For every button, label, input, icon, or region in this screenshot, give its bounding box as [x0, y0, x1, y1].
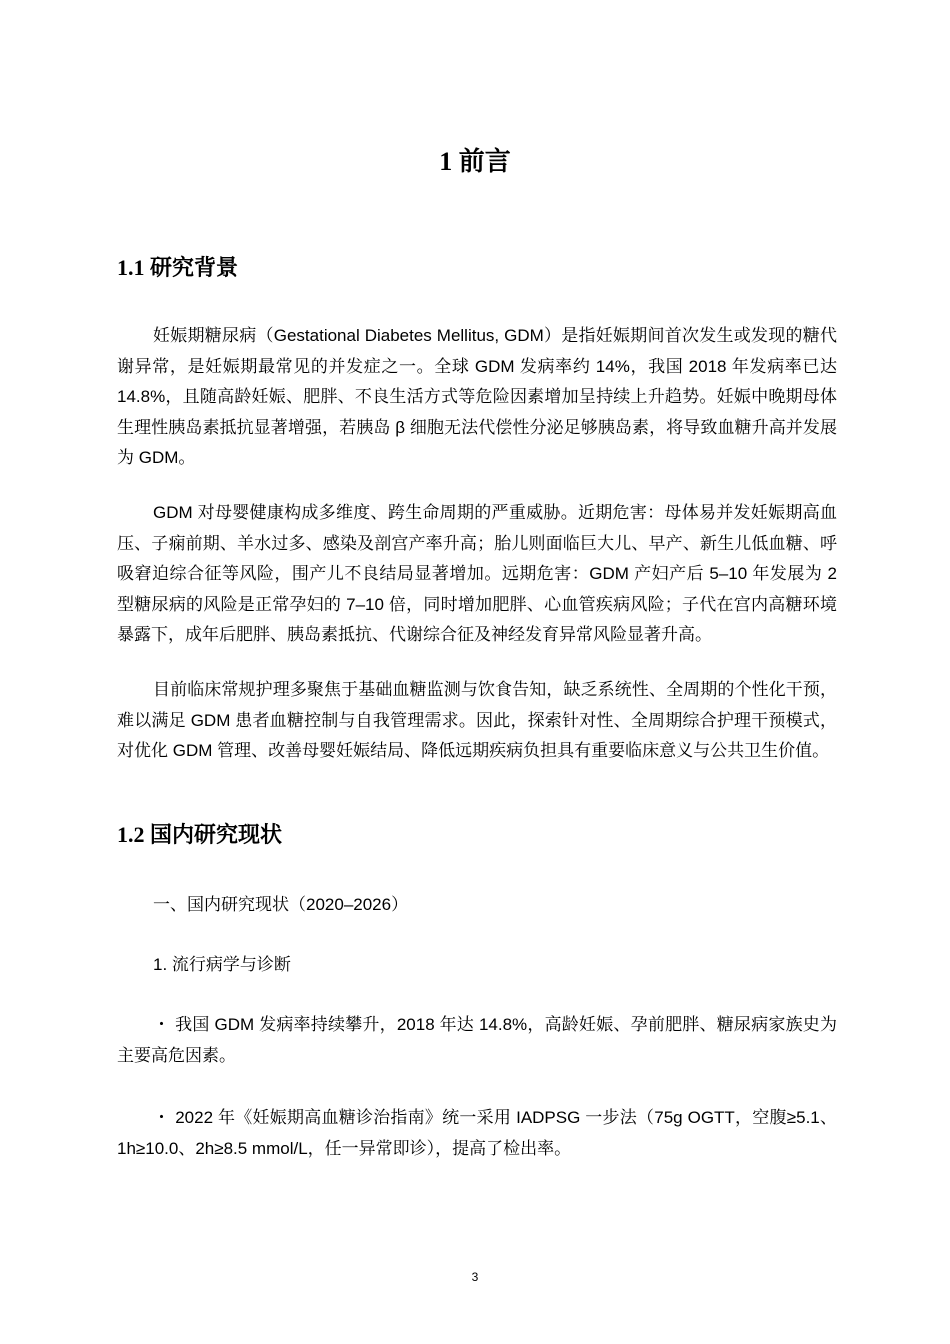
- paragraph-background-1: 妊娠期糖尿病（Gestational Diabetes Mellitus, GDM）是指妊娠期间首次发生或发现的糖代谢异常，是妊娠期最常见的并发症之一。全球 GDM 发病率约 14%，我国 2018 年发病率已达 14.8%，且随高龄妊娠、肥胖、不良生活方式等危险因素增加呈持续上升趋势。妊娠中晚期母体生理性胰岛素抵抗显著增强，若胰岛 β 细胞无法代偿性分泌足够胰岛素，将导致血糖升高并发展为 GDM。: [117, 326, 837, 467]
- section-heading-1-1: 1.1 研究背景: [117, 255, 239, 280]
- section-heading-1-2: 1.2 国内研究现状: [117, 822, 283, 847]
- subheading-domestic-status: 一、国内研究现状（2020–2026）: [153, 895, 409, 914]
- bullet-item-1: ・ 我国 GDM 发病率持续攀升，2018 年达 14.8%，高龄妊娠、孕前肥胖、糖尿病家族史为主要高危因素。: [117, 1015, 837, 1065]
- bullet-item-2: ・ 2022 年《妊娠期高血糖诊治指南》统一采用 IADPSG 一步法（75g OGTT，空腹≥5.1、1h≥10.0、2h≥8.5 mmol/L，任一异常即诊），提高了检出率。: [117, 1108, 837, 1158]
- paragraph-background-2: GDM 对母婴健康构成多维度、跨生命周期的严重威胁。近期危害：母体易并发妊娠期高血压、子痫前期、羊水过多、感染及剖宫产率升高；胎儿则面临巨大儿、早产、新生儿低血糖、呼吸窘迫综合征等风险，围产儿不良结局显著增加。远期危害：GDM 产妇产后 5–10 年发展为 2 型糖尿病的风险是正常孕妇的 7–10 倍，同时增加肥胖、心血管疾病风险；子代在宫内高糖环境暴露下，成年后肥胖、胰岛素抵抗、代谢综合征及神经发育异常风险显著升高。: [117, 503, 837, 644]
- chapter-title: 1 前言: [439, 147, 511, 176]
- paragraph-background-3: 目前临床常规护理多聚焦于基础血糖监测与饮食告知，缺乏系统性、全周期的个性化干预，难以满足 GDM 患者血糖控制与自我管理需求。因此，探索针对性、全周期综合护理干预模式，对优化 GDM 管理、改善母婴妊娠结局、降低远期疾病负担具有重要临床意义与公共卫生价值。: [117, 680, 837, 760]
- page-number: 3: [471, 1270, 479, 1284]
- item-heading-epidemiology: 1. 流行病学与诊断: [153, 955, 291, 974]
